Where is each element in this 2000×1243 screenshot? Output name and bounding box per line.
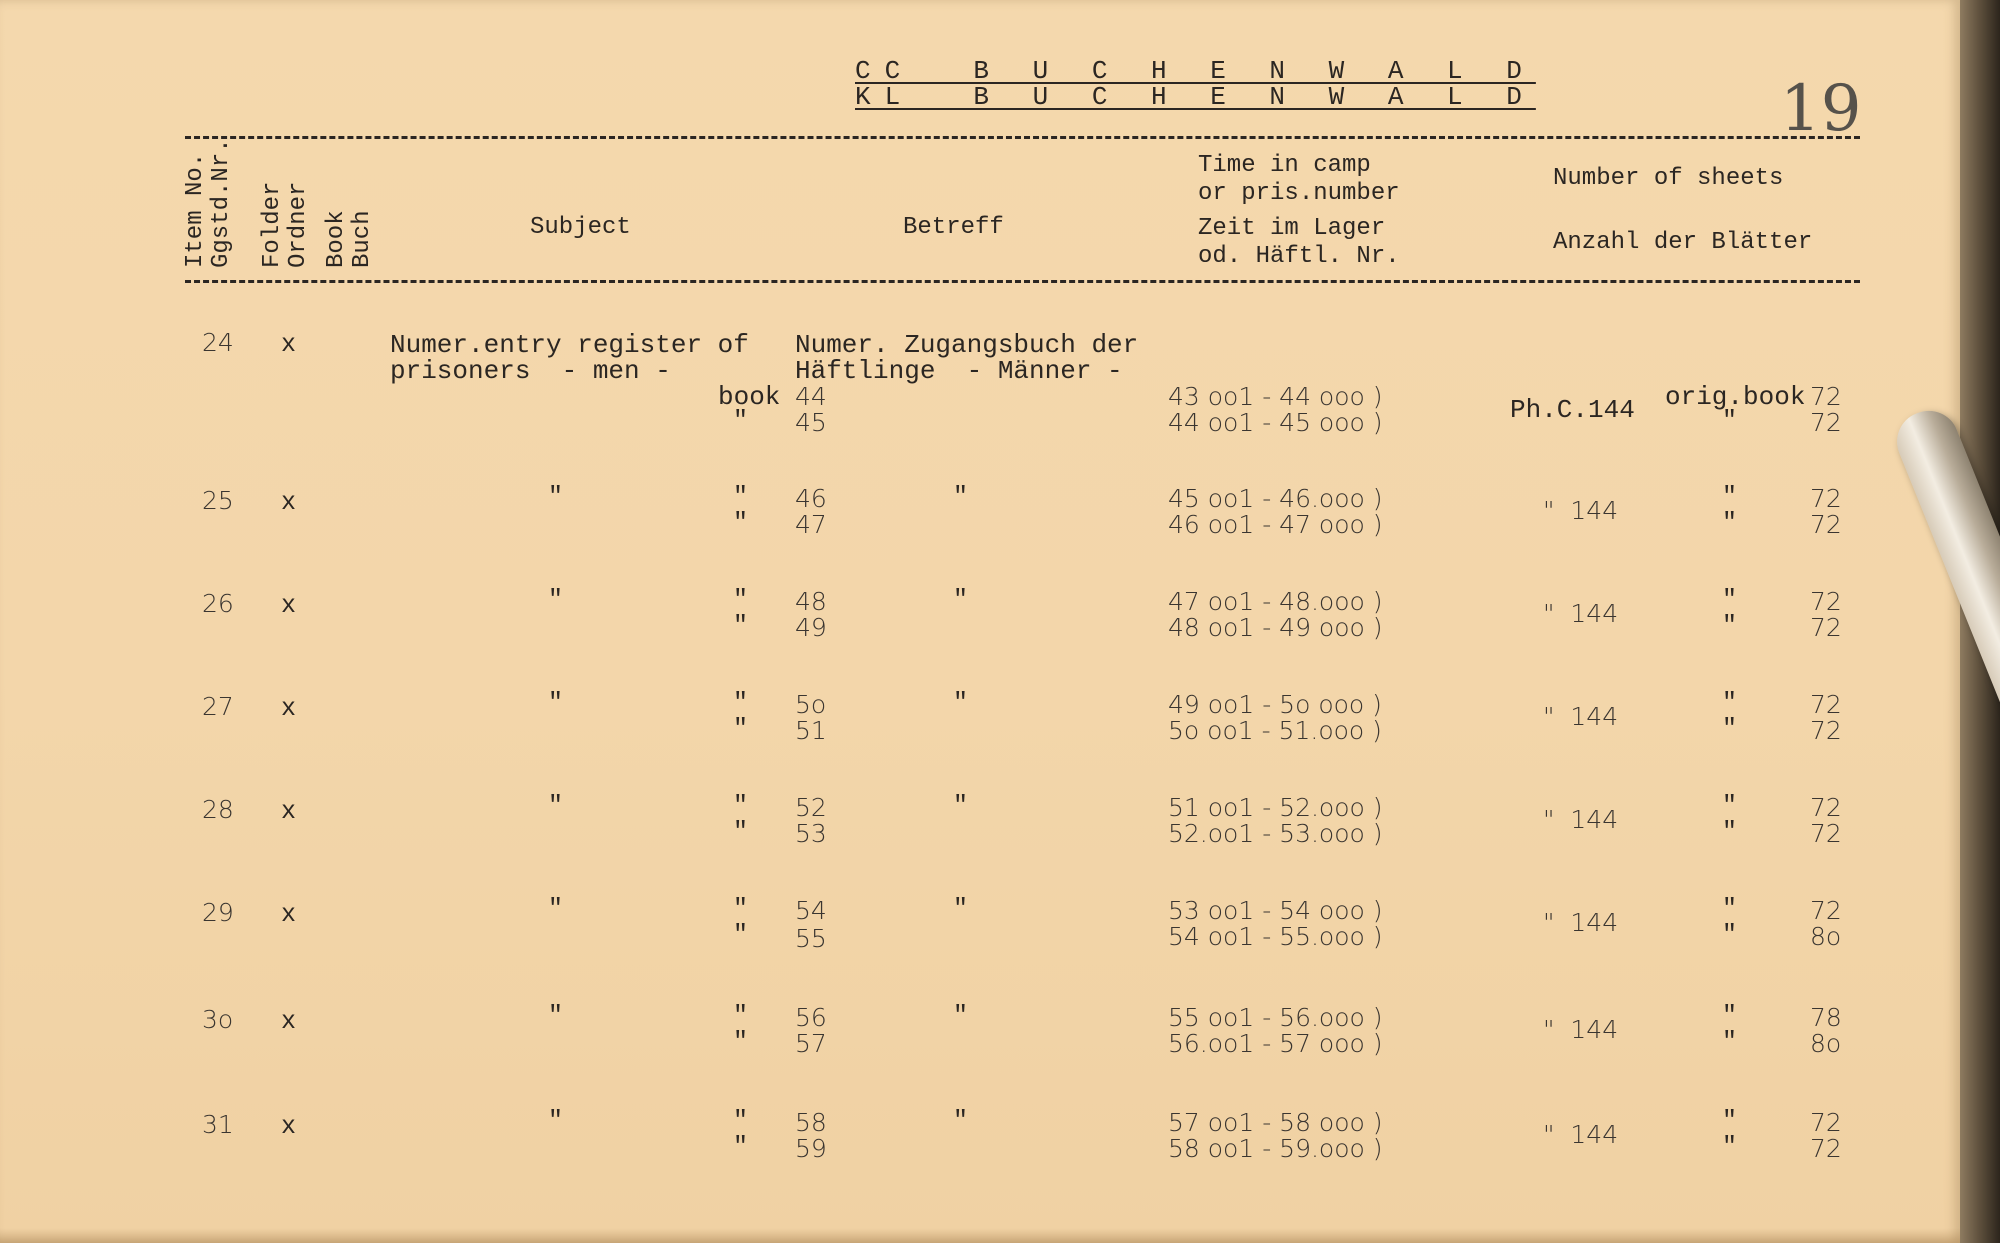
sheet-count: 72: [1810, 793, 1842, 822]
ditto-mark: ": [733, 791, 749, 820]
ph-count: " 144: [1543, 805, 1619, 834]
title-cc: CC B U C H E N W A L D: [855, 56, 1536, 86]
ditto-mark: ": [733, 1027, 749, 1056]
ditto-mark: ": [733, 406, 749, 435]
item-number: 3o: [202, 1005, 234, 1034]
ditto-mark: ": [1722, 1027, 1738, 1056]
ditto-mark: ": [548, 482, 564, 511]
book-number: 5o: [795, 690, 827, 719]
item-number: 28: [202, 795, 234, 824]
ditto-mark: ": [1722, 508, 1738, 537]
page-bottom-shadow: [0, 1228, 1960, 1243]
prisoner-range: 56.oo1 - 57 ooo ): [1168, 1029, 1383, 1058]
sheet-count: 72: [1810, 484, 1842, 513]
book-number: 48: [795, 587, 827, 616]
ph-count: " 144: [1543, 702, 1619, 731]
ph-label: Ph.C.144: [1510, 395, 1635, 425]
sheet-count: 72: [1810, 1108, 1842, 1137]
item-number: 31: [202, 1110, 234, 1139]
folder-mark: x: [281, 488, 297, 517]
book-number: 57: [795, 1029, 827, 1058]
ph-count: " 144: [1543, 908, 1619, 937]
page-number: 19: [1780, 72, 1862, 146]
col-subject: Subject: [530, 214, 631, 241]
folder-mark: x: [281, 330, 297, 359]
ditto-mark: ": [548, 894, 564, 923]
folder-mark: x: [281, 694, 297, 723]
sheet-count: 72: [1810, 587, 1842, 616]
book-number: 45: [795, 408, 827, 437]
prisoner-range: 52.oo1 - 53.ooo ): [1168, 819, 1383, 848]
book-number: 44: [795, 382, 827, 411]
ditto-mark: ": [733, 817, 749, 846]
prisoner-range: 53 oo1 - 54 ooo ): [1168, 896, 1383, 925]
ditto-mark: ": [953, 894, 969, 923]
ditto-mark: ": [548, 1106, 564, 1135]
prisoner-range: 54 oo1 - 55.ooo ): [1168, 922, 1383, 951]
ph-count: " 144: [1543, 1120, 1619, 1149]
prisoner-range: 5o oo1 - 51.ooo ): [1168, 716, 1382, 745]
ditto-mark: ": [1722, 894, 1738, 923]
book-number: 56: [795, 1003, 827, 1032]
ditto-mark: ": [733, 482, 749, 511]
sheet-count: 72: [1810, 716, 1842, 745]
ditto-mark: ": [1722, 791, 1738, 820]
prisoner-range: 51 oo1 - 52.ooo ): [1168, 793, 1383, 822]
ditto-mark: ": [1722, 920, 1738, 949]
book-number: 58: [795, 1108, 827, 1137]
prisoner-range: 43 oo1 - 44 ooo ): [1168, 382, 1383, 411]
prisoner-range: 47 oo1 - 48.ooo ): [1168, 587, 1383, 616]
ditto-mark: ": [548, 585, 564, 614]
book-number: 55: [795, 924, 827, 953]
sheet-count: 72: [1810, 819, 1842, 848]
book-number: 53: [795, 819, 827, 848]
ditto-mark: ": [733, 920, 749, 949]
col-book: Book Buch: [323, 210, 376, 268]
ditto-mark: ": [733, 1106, 749, 1135]
prisoner-range: 44 oo1 - 45 ooo ): [1168, 408, 1383, 437]
ditto-mark: ": [1722, 688, 1738, 717]
ditto-mark: ": [1722, 817, 1738, 846]
col-betreff: Betreff: [903, 214, 1004, 241]
ditto-mark: ": [548, 1001, 564, 1030]
header-bottom-rule: [185, 280, 1860, 283]
col-folder: Folder Ordner: [259, 181, 312, 268]
folder-mark: x: [281, 591, 297, 620]
ditto-mark: ": [733, 1001, 749, 1030]
book-number: 54: [795, 896, 827, 925]
ditto-mark: ": [953, 791, 969, 820]
book-number: 59: [795, 1134, 827, 1163]
ditto-mark: ": [1722, 585, 1738, 614]
sheet-count: 8o: [1810, 922, 1842, 951]
ditto-mark: ": [733, 714, 749, 743]
row-betreff: Numer. Zugangsbuch der Häftlinge - Männer -: [795, 330, 1139, 386]
item-number: 26: [202, 589, 234, 618]
title-kl: KL B U C H E N W A L D: [855, 82, 1536, 112]
ditto-mark: ": [548, 688, 564, 717]
sheet-count: 72: [1810, 1134, 1842, 1163]
item-number: 27: [202, 692, 234, 721]
ditto-mark: ": [733, 508, 749, 537]
ditto-mark: ": [1722, 482, 1738, 511]
ditto-mark: ": [953, 1001, 969, 1030]
book-number: 51: [795, 716, 827, 745]
sheet-count: 72: [1810, 896, 1842, 925]
sheet-count: 72: [1810, 382, 1842, 411]
book-number: 46: [795, 484, 827, 513]
ditto-mark: ": [733, 894, 749, 923]
ditto-mark: ": [1722, 406, 1738, 435]
col-sheets-en: Number of sheets: [1553, 165, 1784, 192]
col-time-en: Time in camp or pris.number: [1198, 152, 1400, 207]
prisoner-range: 49 oo1 - 5o ooo ): [1168, 690, 1382, 719]
sheet-count: 78: [1810, 1003, 1842, 1032]
folder-mark: x: [281, 1112, 297, 1141]
ditto-mark: ": [953, 585, 969, 614]
ph-count: " 144: [1543, 1015, 1619, 1044]
prisoner-range: 57 oo1 - 58 ooo ): [1168, 1108, 1383, 1137]
ditto-mark: ": [953, 482, 969, 511]
col-item: Item No. Ggstd.Nr.: [182, 138, 235, 268]
ditto-mark: ": [1722, 714, 1738, 743]
item-number: 29: [202, 898, 234, 927]
row-subject: Numer.entry register of prisoners - men -: [390, 330, 749, 386]
prisoner-range: 58 oo1 - 59.ooo ): [1168, 1134, 1383, 1163]
ditto-mark: ": [548, 791, 564, 820]
prisoner-range: 48 oo1 - 49 ooo ): [1168, 613, 1383, 642]
prisoner-range: 55 oo1 - 56.ooo ): [1168, 1003, 1383, 1032]
ph-count: " 144: [1543, 496, 1619, 525]
folder-mark: x: [281, 797, 297, 826]
header-top-rule: [185, 136, 1860, 139]
col-sheets-de: Anzahl der Blätter: [1553, 229, 1813, 256]
sheet-count: 72: [1810, 510, 1842, 539]
book-number: 52: [795, 793, 827, 822]
book-number: 49: [795, 613, 827, 642]
ditto-mark: ": [1722, 611, 1738, 640]
ditto-mark: ": [1722, 1132, 1738, 1161]
col-time-de: Zeit im Lager od. Häftl. Nr.: [1198, 215, 1400, 270]
ditto-mark: ": [953, 688, 969, 717]
sheet-count: 72: [1810, 690, 1842, 719]
sheet-count: 8o: [1810, 1029, 1842, 1058]
ph-count: " 144: [1543, 599, 1619, 628]
ditto-mark: ": [1722, 1001, 1738, 1030]
book-label: book: [718, 382, 781, 412]
folder-mark: x: [281, 1007, 297, 1036]
ditto-mark: ": [953, 1106, 969, 1135]
ditto-mark: ": [733, 1132, 749, 1161]
orig-label: orig.book: [1665, 382, 1806, 412]
prisoner-range: 45 oo1 - 46.ooo ): [1168, 484, 1383, 513]
book-number: 47: [795, 510, 827, 539]
folder-mark: x: [281, 900, 297, 929]
item-number: 25: [202, 486, 234, 515]
prisoner-range: 46 oo1 - 47 ooo ): [1168, 510, 1383, 539]
sheet-count: 72: [1810, 408, 1842, 437]
ditto-mark: ": [733, 688, 749, 717]
ditto-mark: ": [733, 585, 749, 614]
ditto-mark: ": [733, 611, 749, 640]
item-number: 24: [202, 328, 234, 357]
sheet-count: 72: [1810, 613, 1842, 642]
ditto-mark: ": [1722, 1106, 1738, 1135]
